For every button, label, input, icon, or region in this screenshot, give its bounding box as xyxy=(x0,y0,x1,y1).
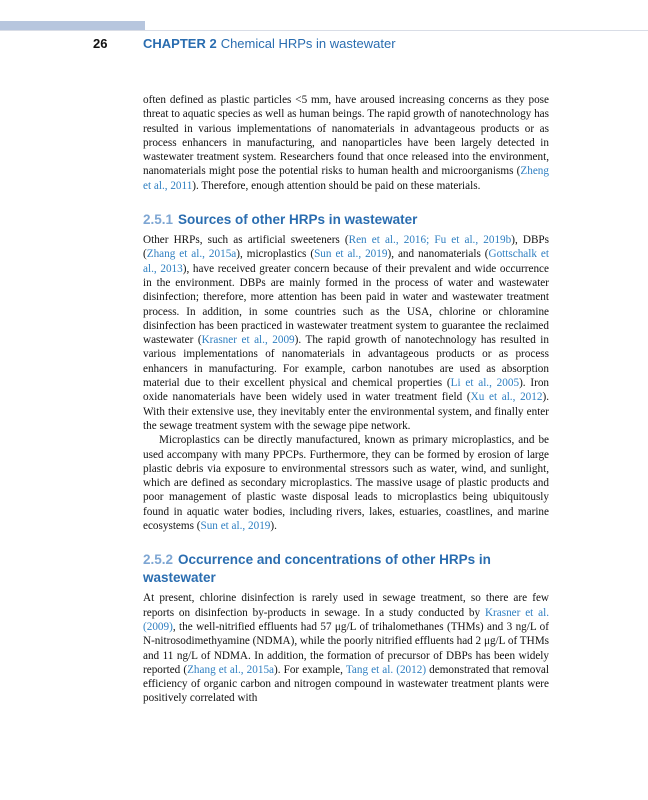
section-heading xyxy=(143,211,549,229)
paragraph-text: ). Iron oxide nanomaterials have been widely used in water treatment field ( xyxy=(143,377,550,404)
citation-link[interactable]: Zhang et al., 2015a xyxy=(187,663,275,676)
citation-link[interactable]: Sun et al., 2019 xyxy=(200,520,271,533)
paragraph-text: ). xyxy=(270,520,277,533)
chapter-label: CHAPTER 2 xyxy=(143,36,217,51)
section-number: 2.5.1 xyxy=(143,212,174,228)
header-divider xyxy=(0,30,648,31)
paragraph xyxy=(143,433,549,533)
paragraph-text: often defined as plastic particles <5 mm, have aroused increasing concerns as they pose threat to aquatic species as well as human beings. The rapid growth of nanotechnology has resulted in various implementations of nanomaterials in advantageous products or as process enhancers in manufacturing, and nanoparticles have been largely detected in wastewater treatment system. Researchers found that once released into the environment, nanomaterials might pose the potential risks to human health and microorganisms ( xyxy=(143,94,549,178)
paragraph xyxy=(143,233,549,433)
citation-link[interactable]: Xu et al., 2012 xyxy=(470,391,543,404)
citation-link[interactable]: Krasner et al. (2009) xyxy=(143,606,550,633)
paragraph-text: ), have received greater concern because of their prevalent and wide occurrence in the environment. DBPs are mainly formed in the process of water and wastewater disinfection; therefore, more attention has been paid in water and wastewater treatment process. In addition, in some countries such as the USA, chlorine or chloramine disinfection has been practiced in wastewater treatment system to guarantee the reclaimed wastewater ( xyxy=(143,262,549,347)
section-title: Sources of other HRPs in wastewater xyxy=(178,212,418,228)
body-text-column xyxy=(143,93,549,706)
chapter-title: Chemical HRPs in wastewater xyxy=(220,36,396,51)
paragraph-text: ), microplastics ( xyxy=(236,248,315,261)
paragraph xyxy=(143,93,549,193)
section-heading xyxy=(143,551,549,587)
paragraph-text: Other HRPs, such as artificial sweeteners ( xyxy=(143,234,349,247)
citation-link[interactable]: Tang et al. (2012) xyxy=(345,663,427,676)
paragraph-text: ), and nanomaterials ( xyxy=(387,248,489,261)
citation-link[interactable]: Ren et al., 2016; Fu et al., 2019b xyxy=(348,234,512,247)
paragraph-text: At present, chlorine disinfection is rarely used in sewage treatment, so there are few reports on disinfection by-products in sewage. In a study conducted by xyxy=(143,592,549,619)
citation-link[interactable]: Zheng et al., 2011 xyxy=(143,165,549,192)
header-color-bar xyxy=(0,21,145,30)
running-header xyxy=(93,36,396,51)
paragraph-text: demonstrated that removal efficiency of organic carbon and nitrogen compound in wastewater treatment plants were positively correlated with xyxy=(143,663,550,705)
paragraph-text: ). The rapid growth of nanotechnology has resulted in various implementations of nanomaterials in advantageous products or as process enhancers in manufacturing. For example, carbon nanotubes are used as absorption material due to their excellent physical and chemical properties ( xyxy=(143,334,550,390)
paragraph xyxy=(143,591,549,705)
paragraph-text: Microplastics can be directly manufactured, known as primary microplastics, and be used accompany with many PPCPs. Furthermore, they can be formed by erosion of large plastic debris via exposure to environmental stressors such as water, wind, and sunlight, which are defined as secondary microplastics. The massive usage of plastic products and poor management of plastic waste disposal leads to microplastics being ubiquitously found in aquatic water bodies, including rivers, lakes, estuaries, coastlines, and marine ecosystems ( xyxy=(143,434,549,533)
citation-link[interactable]: Zhang et al., 2015a xyxy=(146,248,237,261)
citation-link[interactable]: Krasner et al., 2009 xyxy=(201,334,295,347)
citation-link[interactable]: Sun et al., 2019 xyxy=(314,248,388,261)
paragraph-text: ). With their extensive use, they inevitably enter the environmental system, and finally enter the sewage treatment system with the sewage pipe network. xyxy=(143,391,549,432)
citation-link[interactable]: Li et al., 2005 xyxy=(450,377,520,390)
paragraph-text: ). For example, xyxy=(274,663,346,676)
page-number: 26 xyxy=(93,36,108,51)
section-title: Occurrence and concentrations of other HRPs in wastewater xyxy=(143,552,491,586)
paragraph-text: , the well-nitrified effluents had 57 μg/L of trihalomethanes (THMs) and 3 ng/L of N-nitrosodimethyamine (NDMA), while the poorly nitrified effluents had 2 μg/L of THMs and 11 ng/L of NDMA. In addition, the formation of precursor of DBPs has been widely reported ( xyxy=(143,620,549,676)
section-number: 2.5.2 xyxy=(143,552,174,568)
citation-link[interactable]: Gottschalk et al., 2013 xyxy=(143,248,549,275)
paragraph-text: ). Therefore, enough attention should be paid on these materials. xyxy=(192,179,481,192)
paragraph-text: ), DBPs ( xyxy=(143,234,549,261)
